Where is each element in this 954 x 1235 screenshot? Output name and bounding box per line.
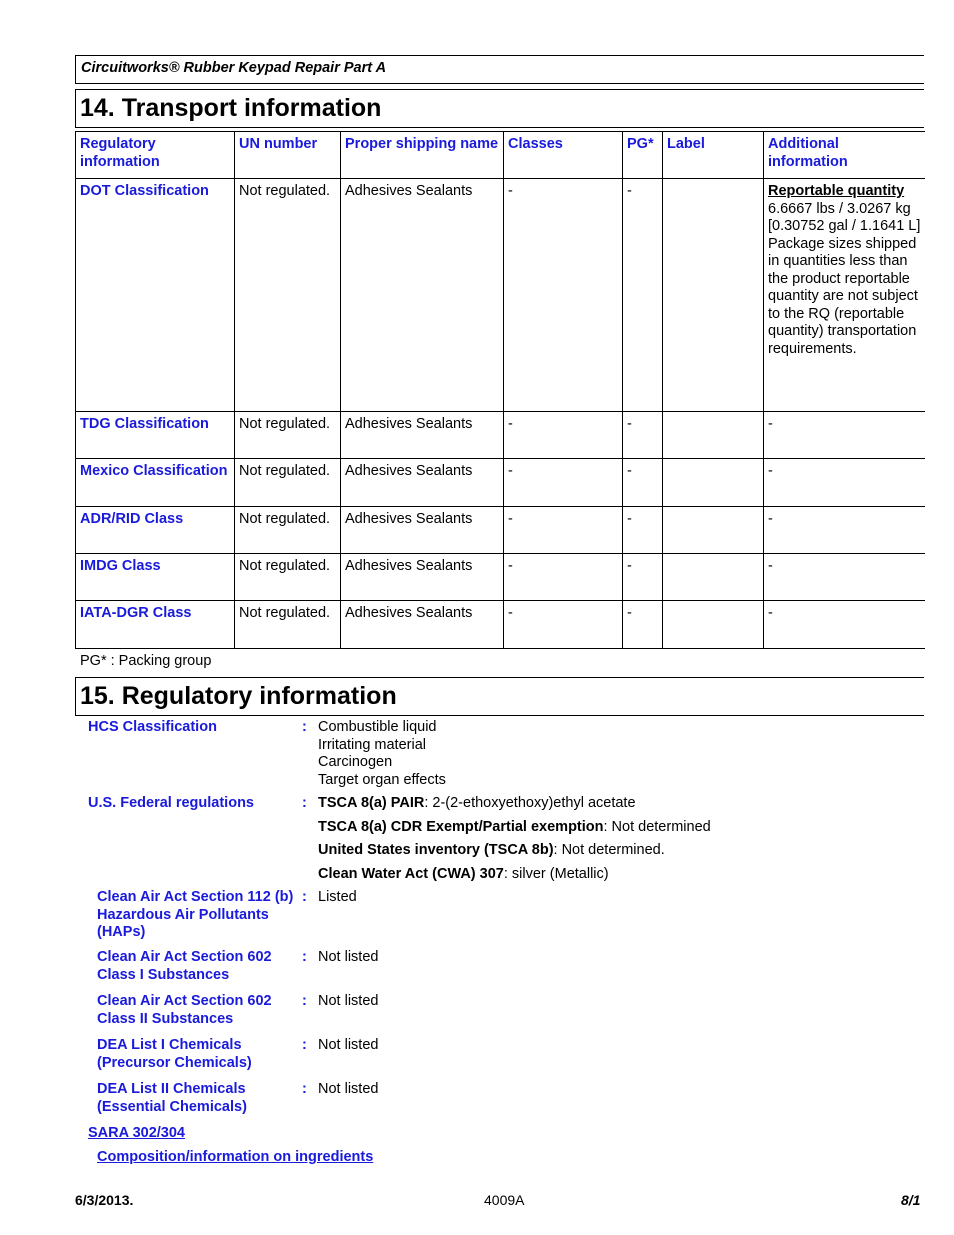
dea-list-2-row <box>0 1081 954 1121</box>
row-label <box>663 554 764 601</box>
us-federal-label: U.S. Federal regulations <box>88 795 254 811</box>
row-regulation: DOT Classification <box>76 179 235 412</box>
header-additional-information: Additional information <box>764 132 925 179</box>
federal-item <box>318 842 665 860</box>
federal-item <box>318 866 609 884</box>
header-proper-shipping-name: Proper shipping name <box>341 132 504 179</box>
clean-air-602-class-1-label: Clean Air Act Section 602 Class I Substances <box>97 949 272 983</box>
federal-item-title: Clean Water Act (CWA) 307 <box>318 866 504 882</box>
row-additional: - <box>764 601 925 649</box>
row-pg: - <box>623 179 663 412</box>
section-14-title: 14. Transport information <box>80 94 382 122</box>
header-pg: PG* <box>623 132 663 179</box>
row-regulation: IATA-DGR Class <box>76 601 235 649</box>
hcs-value: Combustible liquid <box>318 719 437 735</box>
sara-302-304-link[interactable]: SARA 302/304 <box>88 1125 185 1141</box>
section-15-header <box>75 677 924 716</box>
us-federal-regulations-row <box>0 795 954 887</box>
hcs-classification-row <box>0 719 954 794</box>
clean-air-112-row <box>0 889 954 945</box>
transport-table <box>75 131 925 649</box>
row-regulation: TDG Classification <box>76 412 235 459</box>
row-pg: - <box>623 459 663 507</box>
product-header-bar <box>75 55 924 84</box>
footer-date: 6/3/2013. <box>75 1192 134 1208</box>
row-regulation: Mexico Classification <box>76 459 235 507</box>
clean-air-112-value: Listed <box>318 889 357 905</box>
row-label <box>663 459 764 507</box>
row-additional: - <box>764 412 925 459</box>
dea-list-1-value: Not listed <box>318 1037 379 1053</box>
row-label <box>663 179 764 412</box>
header-regulatory-information: Regulatory information <box>76 132 235 179</box>
table-row <box>76 412 925 459</box>
row-label <box>663 507 764 554</box>
product-name: Circuitworks® Rubber Keypad Repair Part A <box>81 60 387 76</box>
row-un-number: Not regulated. <box>235 507 341 554</box>
dea-list-2-value: Not listed <box>318 1081 379 1097</box>
colon: : <box>302 949 307 965</box>
row-un-number: Not regulated. <box>235 179 341 412</box>
hcs-classification-values <box>318 719 446 789</box>
row-additional: - <box>764 459 925 507</box>
clean-air-112-label: Clean Air Act Section 112 (b) Hazardous Air Pollutants (HAPs) <box>97 889 294 940</box>
section-15-title: 15. Regulatory information <box>80 682 397 710</box>
packing-group-footnote: PG* : Packing group <box>80 653 212 669</box>
row-classes: - <box>504 554 623 601</box>
table-row <box>76 179 925 412</box>
colon: : <box>302 993 307 1009</box>
row-additional: - <box>764 554 925 601</box>
reportable-quantity-title: Reportable quantity <box>768 183 905 199</box>
colon: : <box>302 1037 307 1053</box>
federal-item <box>318 795 636 813</box>
colon: : <box>302 719 307 735</box>
row-pg: - <box>623 507 663 554</box>
table-row <box>76 459 925 507</box>
row-pg: - <box>623 412 663 459</box>
row-classes: - <box>504 507 623 554</box>
row-shipping-name: Adhesives Sealants <box>341 179 504 412</box>
colon: : <box>302 1081 307 1097</box>
composition-information-link[interactable]: Composition/information on ingredients <box>97 1149 374 1165</box>
table-row <box>76 601 925 649</box>
dea-list-1-label: DEA List I Chemicals (Precursor Chemicals) <box>97 1037 252 1071</box>
row-shipping-name: Adhesives Sealants <box>341 412 504 459</box>
hcs-value: Irritating material <box>318 736 426 753</box>
colon: : <box>302 795 307 811</box>
hcs-value: Carcinogen <box>318 754 393 770</box>
table-header-row <box>76 132 925 179</box>
row-classes: - <box>504 459 623 507</box>
row-additional: - <box>764 507 925 554</box>
section-14-header <box>75 89 924 128</box>
row-additional <box>764 179 925 412</box>
hcs-value: Target organ effects <box>318 771 446 788</box>
footer-code: 4009A <box>484 1192 525 1208</box>
clean-air-602-class-2-value: Not listed <box>318 993 379 1009</box>
row-label <box>663 601 764 649</box>
row-un-number: Not regulated. <box>235 601 341 649</box>
federal-item-text: : Not determined. <box>553 842 665 858</box>
row-classes: - <box>504 601 623 649</box>
clean-air-602-class-2-row <box>0 993 954 1033</box>
dea-list-1-row <box>0 1037 954 1077</box>
federal-item-title: United States inventory (TSCA 8b) <box>318 842 554 858</box>
row-un-number: Not regulated. <box>235 554 341 601</box>
row-shipping-name: Adhesives Sealants <box>341 554 504 601</box>
federal-item-title: TSCA 8(a) CDR Exempt/Partial exemption <box>318 819 604 835</box>
row-shipping-name: Adhesives Sealants <box>341 507 504 554</box>
header-label: Label <box>663 132 764 179</box>
row-pg: - <box>623 554 663 601</box>
reportable-quantity-text: 6.6667 lbs / 3.0267 kg [0.30752 gal / 1.1641 L] Package sizes shipped in quantities less than the product reportable quantity are not subject to the RQ (reportable quantity) transportation requirements. <box>768 200 921 357</box>
table-row <box>76 507 925 554</box>
table-row <box>76 554 925 601</box>
colon: : <box>302 889 307 905</box>
row-regulation: ADR/RID Class <box>76 507 235 554</box>
row-regulation: IMDG Class <box>76 554 235 601</box>
row-un-number: Not regulated. <box>235 412 341 459</box>
row-classes: - <box>504 412 623 459</box>
clean-air-602-class-1-value: Not listed <box>318 949 379 965</box>
row-classes: - <box>504 179 623 412</box>
federal-item-title: TSCA 8(a) PAIR <box>318 795 425 811</box>
row-shipping-name: Adhesives Sealants <box>341 601 504 649</box>
federal-item <box>318 819 711 837</box>
federal-item-text: : 2-(2-ethoxyethoxy)ethyl acetate <box>424 795 636 811</box>
row-label <box>663 412 764 459</box>
federal-item-text: : Not determined <box>603 819 711 835</box>
row-shipping-name: Adhesives Sealants <box>341 459 504 507</box>
hcs-classification-label: HCS Classification <box>88 719 217 735</box>
row-un-number: Not regulated. <box>235 459 341 507</box>
federal-item-text: : silver (Metallic) <box>503 866 609 882</box>
dea-list-2-label: DEA List II Chemicals (Essential Chemicals) <box>97 1081 247 1115</box>
header-un-number: UN number <box>235 132 341 179</box>
clean-air-602-class-1-row <box>0 949 954 989</box>
clean-air-602-class-2-label: Clean Air Act Section 602 Class II Substances <box>97 993 272 1027</box>
row-pg: - <box>623 601 663 649</box>
header-classes: Classes <box>504 132 623 179</box>
footer-page-number: 8/1 <box>901 1192 921 1208</box>
